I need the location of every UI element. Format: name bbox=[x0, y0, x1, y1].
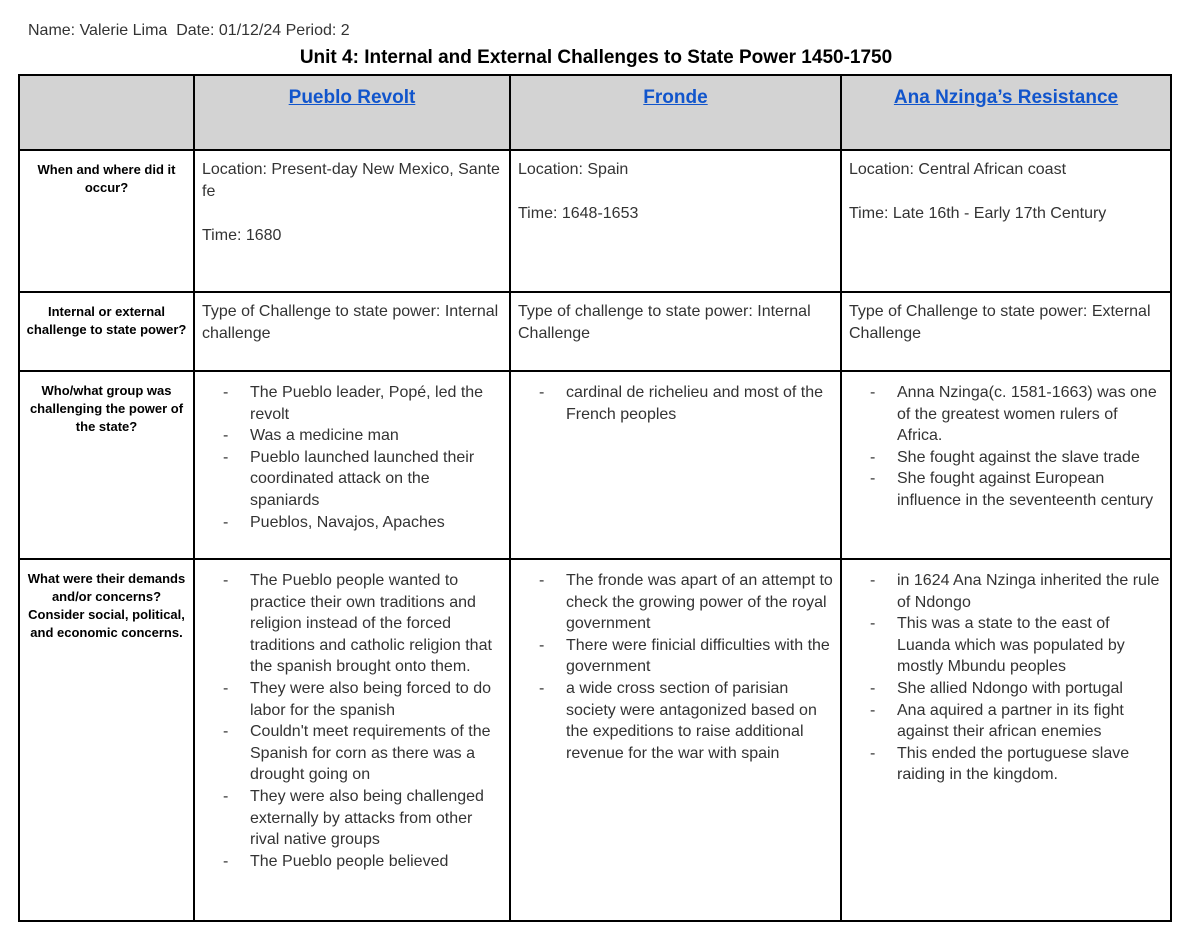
list-item: - The Pueblo people wanted to practice their own traditions and religion instead of the forced traditions and catholic religion that the spanish brought onto them. bbox=[250, 570, 503, 678]
cell-pueblo-who bbox=[194, 371, 510, 559]
list-item: - They were also being challenged externally by attacks from other rival native groups bbox=[250, 786, 503, 851]
list-item: - The fronde was apart of an attempt to check the growing power of the royal government bbox=[566, 570, 834, 635]
list-item: - Anna Nzinga(c. 1581-1663) was one of the greatest women rulers of Africa. bbox=[897, 382, 1164, 447]
page-title: Unit 4: Internal and External Challenges to State Power 1450-1750 bbox=[299, 47, 893, 68]
list-item: - They were also being forced to do labor for the spanish bbox=[250, 678, 503, 721]
cell-pueblo-challenge-type: Type of Challenge to state power: Internal challenge bbox=[194, 292, 510, 371]
row-label-challenge-type: Internal or external challenge to state power? bbox=[19, 292, 194, 371]
list-item: - This was a state to the east of Luanda which was populated by mostly Mbundu peoples bbox=[897, 613, 1164, 678]
cell-pueblo-demands bbox=[194, 559, 510, 921]
list-item: - a wide cross section of parisian society were antagonized based on the expeditions to raise additional revenue for the war with spain bbox=[566, 678, 834, 764]
cell-fronde-who bbox=[510, 371, 841, 559]
cell-pueblo-when-where bbox=[194, 150, 510, 292]
table-row bbox=[19, 559, 1171, 921]
location-text: Location: Present-day New Mexico, Sante fe bbox=[202, 161, 500, 200]
column-header-fronde bbox=[510, 75, 841, 150]
cell-nzinga-challenge-type: Type of Challenge to state power: External Challenge bbox=[841, 292, 1171, 371]
list-item: - She allied Ndongo with portugal bbox=[897, 678, 1164, 700]
list-item: - Ana aquired a partner in its fight against their african enemies bbox=[897, 700, 1164, 743]
fronde-link[interactable]: Fronde bbox=[643, 87, 708, 108]
cell-fronde-when-where bbox=[510, 150, 841, 292]
row-label-demands: What were their demands and/or concerns? Consider social, political, and economic concerns. bbox=[19, 559, 194, 921]
time-text: Time: 1648-1653 bbox=[518, 205, 639, 222]
column-header-pueblo bbox=[194, 75, 510, 150]
comparison-table bbox=[18, 74, 1172, 922]
table-row bbox=[19, 150, 1171, 292]
student-info-line: Name: Valerie Lima Date: 01/12/24 Period: 2 bbox=[28, 22, 350, 39]
row-label-when-where: When and where did it occur? bbox=[19, 150, 194, 292]
table-row bbox=[19, 292, 1171, 371]
list-item: - She fought against the slave trade bbox=[897, 447, 1164, 469]
empty-header-cell bbox=[19, 75, 194, 150]
cell-nzinga-demands bbox=[841, 559, 1171, 921]
location-text: Location: Central African coast bbox=[849, 161, 1067, 178]
list-item: - There were finicial difficulties with the government bbox=[566, 635, 834, 678]
list-item: - Pueblo launched launched their coordinated attack on the spaniards bbox=[250, 447, 503, 512]
cell-nzinga-when-where bbox=[841, 150, 1171, 292]
list-item: - The Pueblo people believed bbox=[250, 851, 503, 873]
pueblo-revolt-link[interactable]: Pueblo Revolt bbox=[288, 87, 416, 108]
location-text: Location: Spain bbox=[518, 161, 629, 178]
list-item: - in 1624 Ana Nzinga inherited the rule of Ndongo bbox=[897, 570, 1164, 613]
list-item: - Was a medicine man bbox=[250, 425, 503, 447]
table-header-row bbox=[19, 75, 1171, 150]
column-header-nzinga bbox=[841, 75, 1171, 150]
list-item: - Pueblos, Navajos, Apaches bbox=[250, 512, 503, 534]
ana-nzinga-link[interactable]: Ana Nzinga’s Resistance bbox=[893, 87, 1119, 108]
time-text: Time: 1680 bbox=[202, 227, 282, 244]
row-label-who: Who/what group was challenging the power of the state? bbox=[19, 371, 194, 559]
list-item: - This ended the portuguese slave raiding in the kingdom. bbox=[897, 743, 1164, 786]
list-item: - cardinal de richelieu and most of the French peoples bbox=[566, 382, 834, 425]
table-row bbox=[19, 371, 1171, 559]
time-text: Time: Late 16th - Early 17th Century bbox=[849, 205, 1107, 222]
cell-fronde-challenge-type: Type of challenge to state power: Internal Challenge bbox=[510, 292, 841, 371]
list-item: - The Pueblo leader, Popé, led the revolt bbox=[250, 382, 503, 425]
list-item: - She fought against European influence in the seventeenth century bbox=[897, 468, 1164, 511]
list-item: - Couldn't meet requirements of the Spanish for corn as there was a drought going on bbox=[250, 721, 503, 786]
cell-nzinga-who bbox=[841, 371, 1171, 559]
cell-fronde-demands bbox=[510, 559, 841, 921]
